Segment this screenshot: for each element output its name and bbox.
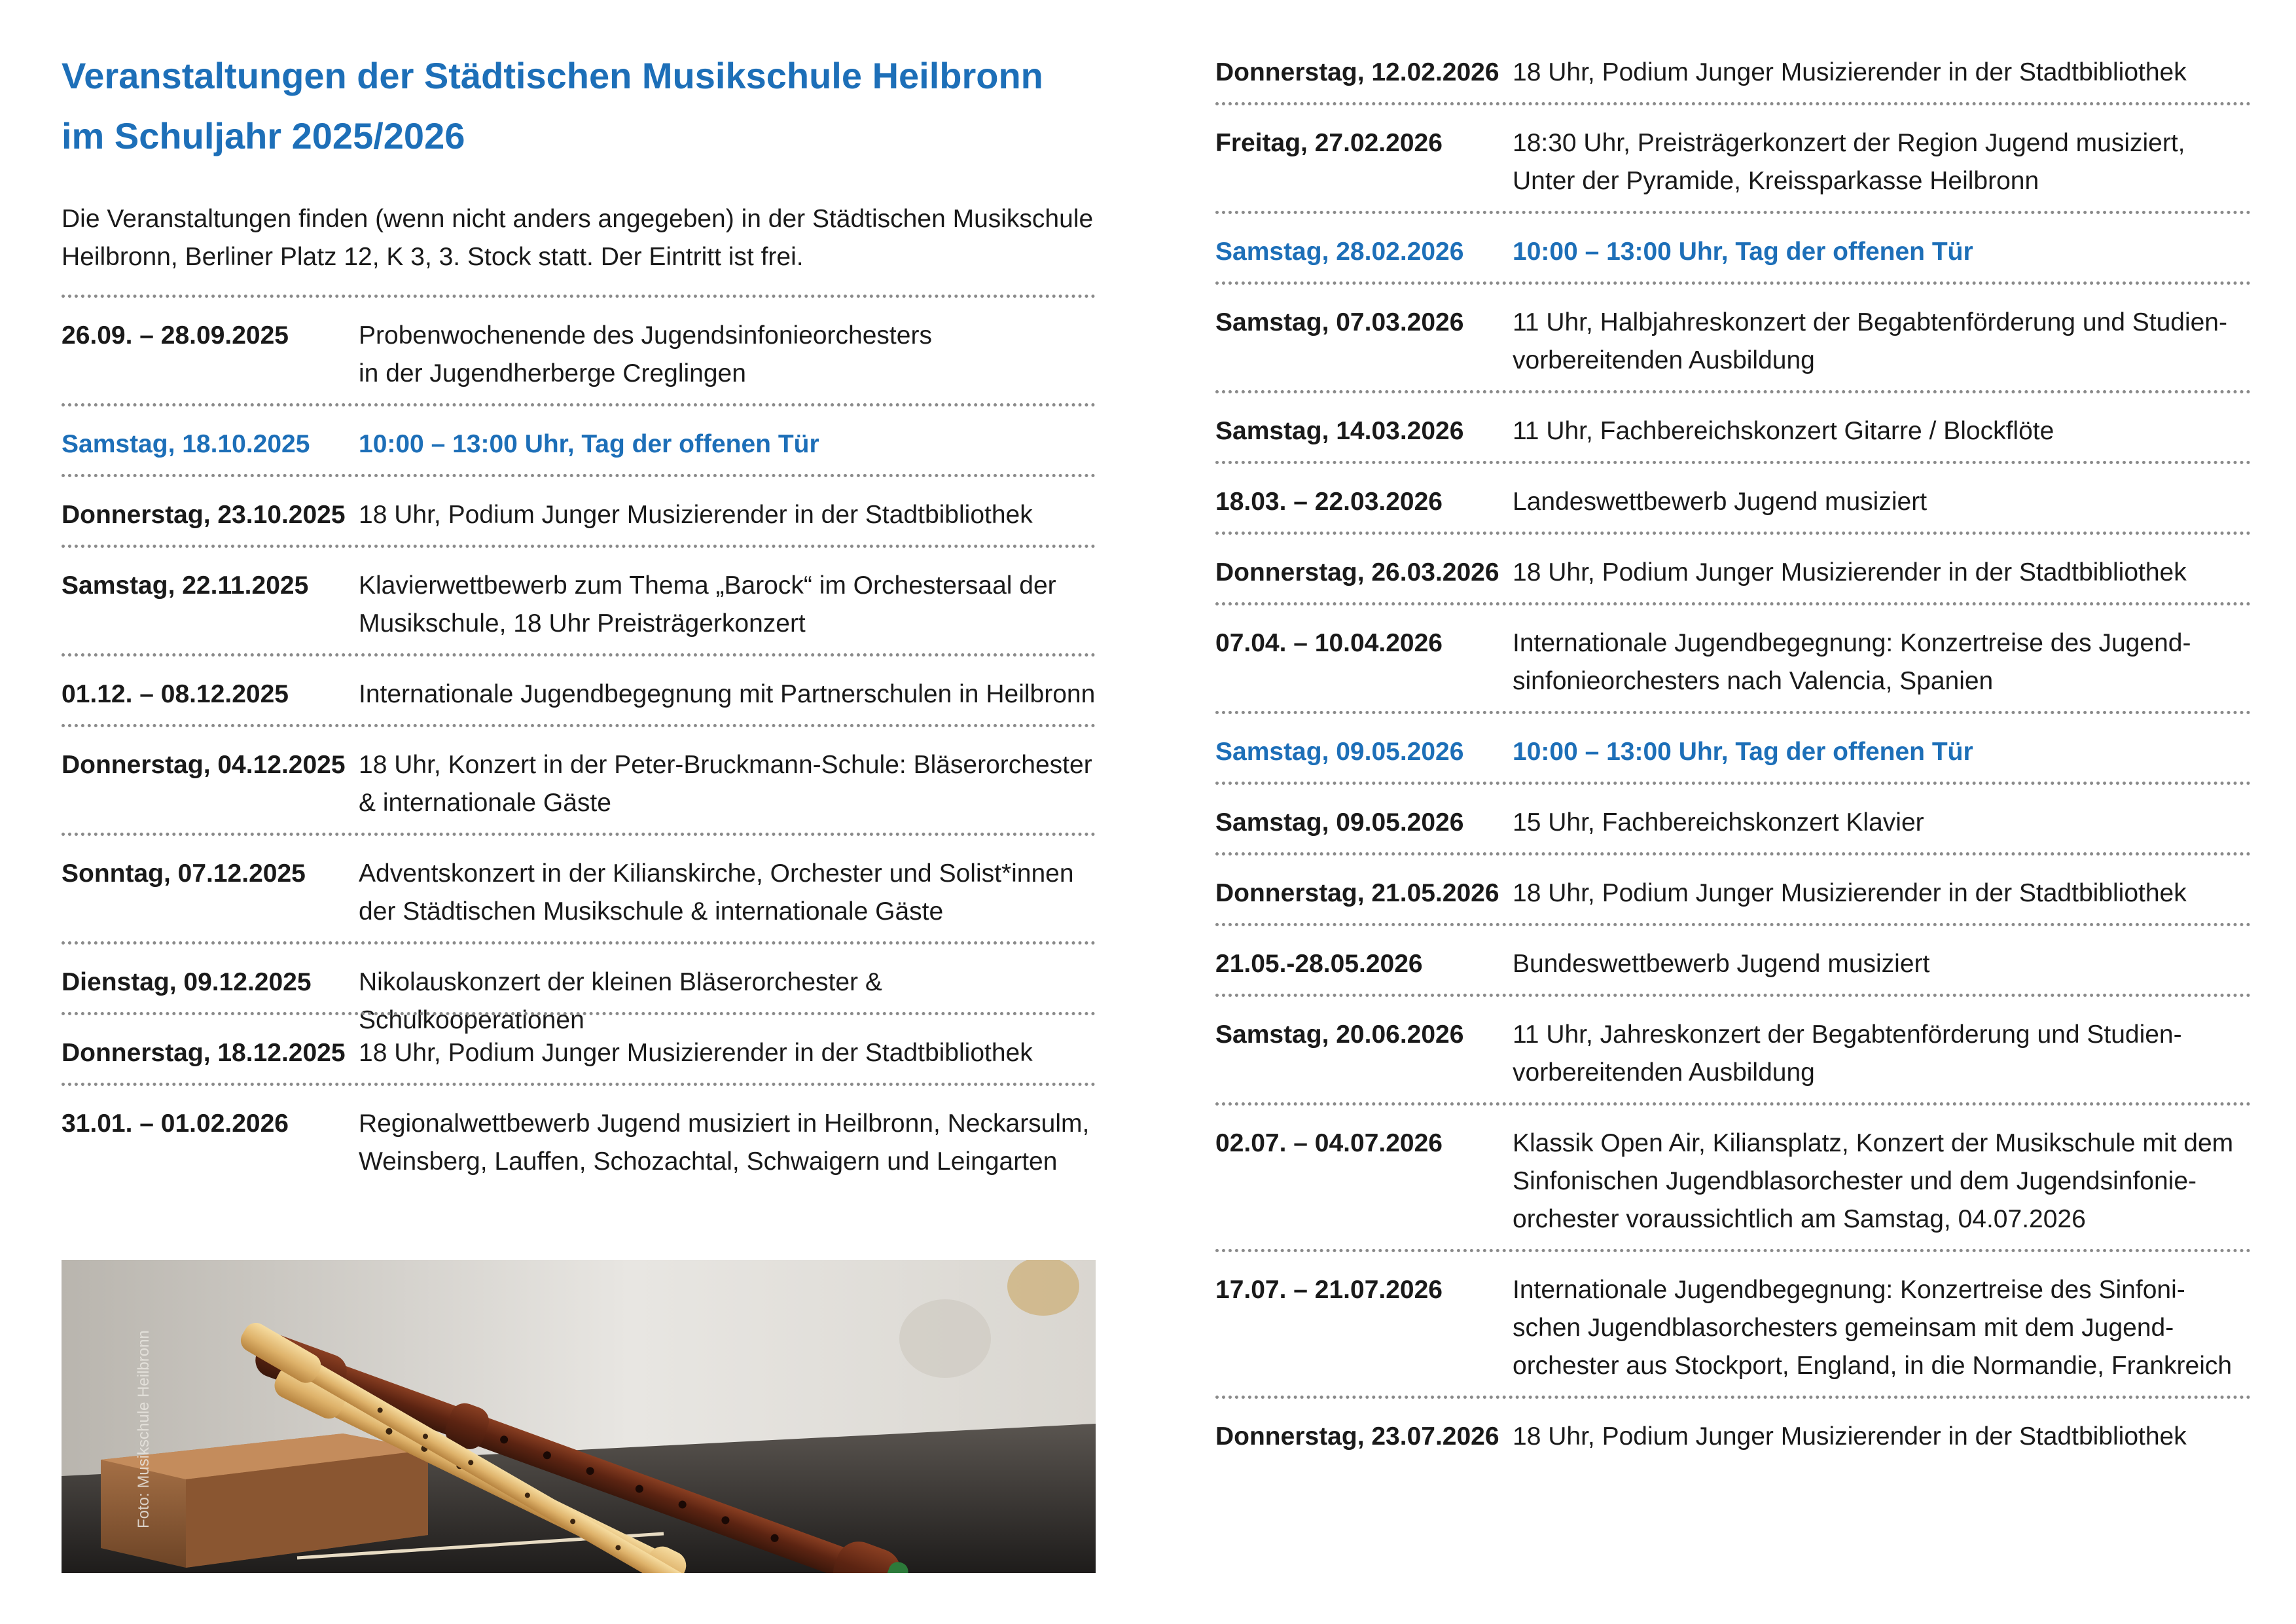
event-row [1215,804,2236,842]
event-description [1513,304,2236,380]
separator [1215,1249,2251,1252]
event-date: 02.07. – 04.07.2026 [1215,1129,1443,1157]
event-row [1215,1016,2236,1092]
separator [1215,711,2251,714]
separator [62,403,1096,406]
event-row [1215,1125,2236,1238]
event-description [359,425,1096,463]
event-description-line: 11 Uhr, Jahreskonzert der Begabtenförderung und Studien- [1513,1020,2182,1049]
separator [1215,994,2251,997]
separator [1215,782,2251,785]
event-description-line: vorbereitenden Ausbildung [1513,1058,1815,1087]
event-description-line: 18 Uhr, Podium Junger Musizierender in der Stadtbibliothek [359,1039,1033,1067]
separator [62,833,1096,836]
event-description-line: 18 Uhr, Podium Junger Musizierender in der Stadtbibliothek [1513,1422,2187,1451]
event-description [359,567,1096,643]
event-date: Donnerstag, 21.05.2026 [1215,879,1499,907]
event-row [62,676,1096,713]
event-date: 17.07. – 21.07.2026 [1215,1276,1443,1304]
event-description [359,317,1096,393]
event-description-line: 10:00 – 13:00 Uhr, Tag der offenen Tür [359,430,819,458]
event-row [1215,124,2236,200]
separator [1215,923,2251,926]
event-row [62,855,1096,931]
separator [1215,852,2251,856]
event-date: Donnerstag, 23.07.2026 [1215,1422,1499,1451]
event-description [1513,1418,2236,1456]
event-row-open-day [1215,733,2236,771]
event-description-line: 18 Uhr, Konzert in der Peter-Bruckmann-Schule: Bläserorchester [359,751,1092,779]
event-date: Donnerstag, 18.12.2025 [62,1039,346,1067]
event-description-line: 10:00 – 13:00 Uhr, Tag der offenen Tür [1513,738,1973,766]
event-description-line: Internationale Jugendbegegnung: Konzertreise des Sinfoni- [1513,1276,2185,1304]
event-description-line: 11 Uhr, Fachbereichskonzert Gitarre / Blockflöte [1513,417,2054,445]
event-description-line: Probenwochenende des Jugendsinfonieorchesters [359,321,932,350]
recorder-photo [62,1260,1096,1573]
event-row [1215,1271,2236,1385]
event-date: 01.12. – 08.12.2025 [62,680,289,708]
separator [1215,461,2251,464]
event-date: Samstag, 20.06.2026 [1215,1020,1464,1049]
separator [62,724,1096,727]
event-description-line: Unter der Pyramide, Kreissparkasse Heilbronn [1513,167,2039,195]
event-date: Samstag, 09.05.2026 [1215,808,1464,837]
event-row-open-day [1215,233,2236,271]
separator [62,1083,1096,1086]
event-description-line: Sinfonischen Jugendblasorchester und dem Jugendsinfonie- [1513,1167,2197,1195]
event-date: Freitag, 27.02.2026 [1215,129,1443,157]
separator [1215,1396,2251,1399]
event-row [1215,875,2236,912]
event-description [359,496,1096,534]
event-row [62,1105,1096,1181]
separator [62,295,1096,298]
event-date: Donnerstag, 12.02.2026 [1215,58,1499,86]
event-description-line: Weinsberg, Lauffen, Schozachtal, Schwaigern und Leingarten [359,1147,1058,1176]
event-description-line: 15 Uhr, Fachbereichskonzert Klavier [1513,808,1924,837]
event-date: Dienstag, 09.12.2025 [62,968,312,996]
title-line-2: im Schuljahr 2025/2026 [62,115,465,156]
event-row [1215,304,2236,380]
event-date: Donnerstag, 04.12.2025 [62,751,346,779]
event-description-line: vorbereitenden Ausbildung [1513,346,1815,374]
event-row [62,1034,1096,1072]
event-date: Samstag, 18.10.2025 [62,430,310,458]
event-description [1513,624,2236,700]
photo-credit: Foto: Musikschule Heilbronn [135,1330,152,1528]
event-description-line: & internationale Gäste [359,789,611,817]
event-description [1513,804,2236,842]
event-date: Sonntag, 07.12.2025 [62,859,306,888]
event-row [1215,54,2236,92]
separator [1215,532,2251,535]
event-description-line: Musikschule, 18 Uhr Preisträgerkonzert [359,609,806,638]
event-description [359,1034,1096,1072]
event-description [1513,733,2236,771]
event-row [62,567,1096,643]
event-description-line: Klavierwettbewerb zum Thema „Barock“ im Orchestersaal der [359,571,1056,600]
event-description [1513,233,2236,271]
event-row [62,964,1096,1039]
intro-text [62,200,1096,276]
event-description-line: 18:30 Uhr, Preisträgerkonzert der Region Jugend musiziert, [1513,129,2185,157]
separator [1215,211,2251,214]
event-description-line: 11 Uhr, Halbjahreskonzert der Begabtenförderung und Studien- [1513,308,2227,336]
event-description [1513,875,2236,912]
separator [62,1012,1096,1015]
event-description-line: Bundeswettbewerb Jugend musiziert [1513,950,1930,978]
event-row [62,746,1096,822]
event-description [1513,1271,2236,1385]
event-description-line: orchester voraussichtlich am Samstag, 04.07.2026 [1513,1205,2086,1233]
event-row [1215,554,2236,592]
event-row [1215,945,2236,983]
page-title [62,46,1096,166]
event-date: Donnerstag, 23.10.2025 [62,501,346,529]
event-description [1513,1016,2236,1092]
separator [1215,390,2251,393]
event-row [1215,1418,2236,1456]
event-date: Donnerstag, 26.03.2026 [1215,558,1499,586]
event-description-line: Nikolauskonzert der kleinen Bläserorchester & Schulkooperationen [359,968,882,1034]
event-date: Samstag, 28.02.2026 [1215,238,1464,266]
event-description [1513,554,2236,592]
title-line-1: Veranstaltungen der Städtischen Musikschule Heilbronn [62,55,1043,96]
event-description [359,855,1096,931]
event-row [1215,624,2236,700]
event-description-line: Landeswettbewerb Jugend musiziert [1513,488,1928,516]
event-description-line: Regionalwettbewerb Jugend musiziert in Heilbronn, Neckarsulm, [359,1110,1090,1138]
event-description-line: sinfonieorchesters nach Valencia, Spanien [1513,667,1994,695]
event-description-line: schen Jugendblasorchesters gemeinsam mit dem Jugend- [1513,1314,2174,1342]
intro-line-2: Heilbronn, Berliner Platz 12, K 3, 3. Stock statt. Der Eintritt ist frei. [62,243,804,271]
event-description [359,1105,1096,1181]
event-description [1513,124,2236,200]
event-description [1513,1125,2236,1238]
event-description-line: 18 Uhr, Podium Junger Musizierender in der Stadtbibliothek [359,501,1033,529]
event-date: Samstag, 14.03.2026 [1215,417,1464,445]
event-description [1513,412,2236,450]
separator [1215,1102,2251,1106]
separator [62,474,1096,477]
event-description [359,746,1096,822]
event-description-line: 18 Uhr, Podium Junger Musizierender in der Stadtbibliothek [1513,879,2187,907]
event-row [1215,412,2236,450]
event-description-line: orchester aus Stockport, England, in die Normandie, Frankreich [1513,1352,2233,1380]
event-row [1215,483,2236,521]
event-description-line: 10:00 – 13:00 Uhr, Tag der offenen Tür [1513,238,1973,266]
event-date: 31.01. – 01.02.2026 [62,1110,289,1138]
separator [1215,281,2251,285]
separator [1215,102,2251,105]
event-date: Samstag, 09.05.2026 [1215,738,1464,766]
event-date: 18.03. – 22.03.2026 [1215,488,1443,516]
event-description [1513,945,2236,983]
event-date: 21.05.-28.05.2026 [1215,950,1423,978]
event-description-line: Adventskonzert in der Kilianskirche, Orchester und Solist*innen [359,859,1074,888]
event-date: Samstag, 22.11.2025 [62,571,309,600]
event-row-open-day [62,425,1096,463]
event-row [62,317,1096,393]
intro-line-1: Die Veranstaltungen finden (wenn nicht anders angegeben) in der Städtischen Musikschule [62,205,1094,233]
event-description [359,964,1096,1039]
event-description [1513,483,2236,521]
event-date: 07.04. – 10.04.2026 [1215,629,1443,657]
event-date: 26.09. – 28.09.2025 [62,321,289,350]
event-description-line: in der Jugendherberge Creglingen [359,359,746,388]
separator [1215,602,2251,605]
recorder-image [62,1260,1096,1573]
event-description-line: Internationale Jugendbegegnung mit Partnerschulen in Heilbronn [359,680,1096,708]
event-row [62,496,1096,534]
event-description-line: Klassik Open Air, Kiliansplatz, Konzert der Musikschule mit dem [1513,1129,2234,1157]
event-description-line: Internationale Jugendbegegnung: Konzertreise des Jugend- [1513,629,2191,657]
event-description-line: 18 Uhr, Podium Junger Musizierender in der Stadtbibliothek [1513,558,2187,586]
separator [62,653,1096,657]
event-description-line: 18 Uhr, Podium Junger Musizierender in der Stadtbibliothek [1513,58,2187,86]
event-description [359,676,1096,713]
separator [62,545,1096,548]
separator [62,941,1096,945]
event-date: Samstag, 07.03.2026 [1215,308,1464,336]
event-description-line: der Städtischen Musikschule & internationale Gäste [359,897,944,926]
event-description [1513,54,2236,92]
